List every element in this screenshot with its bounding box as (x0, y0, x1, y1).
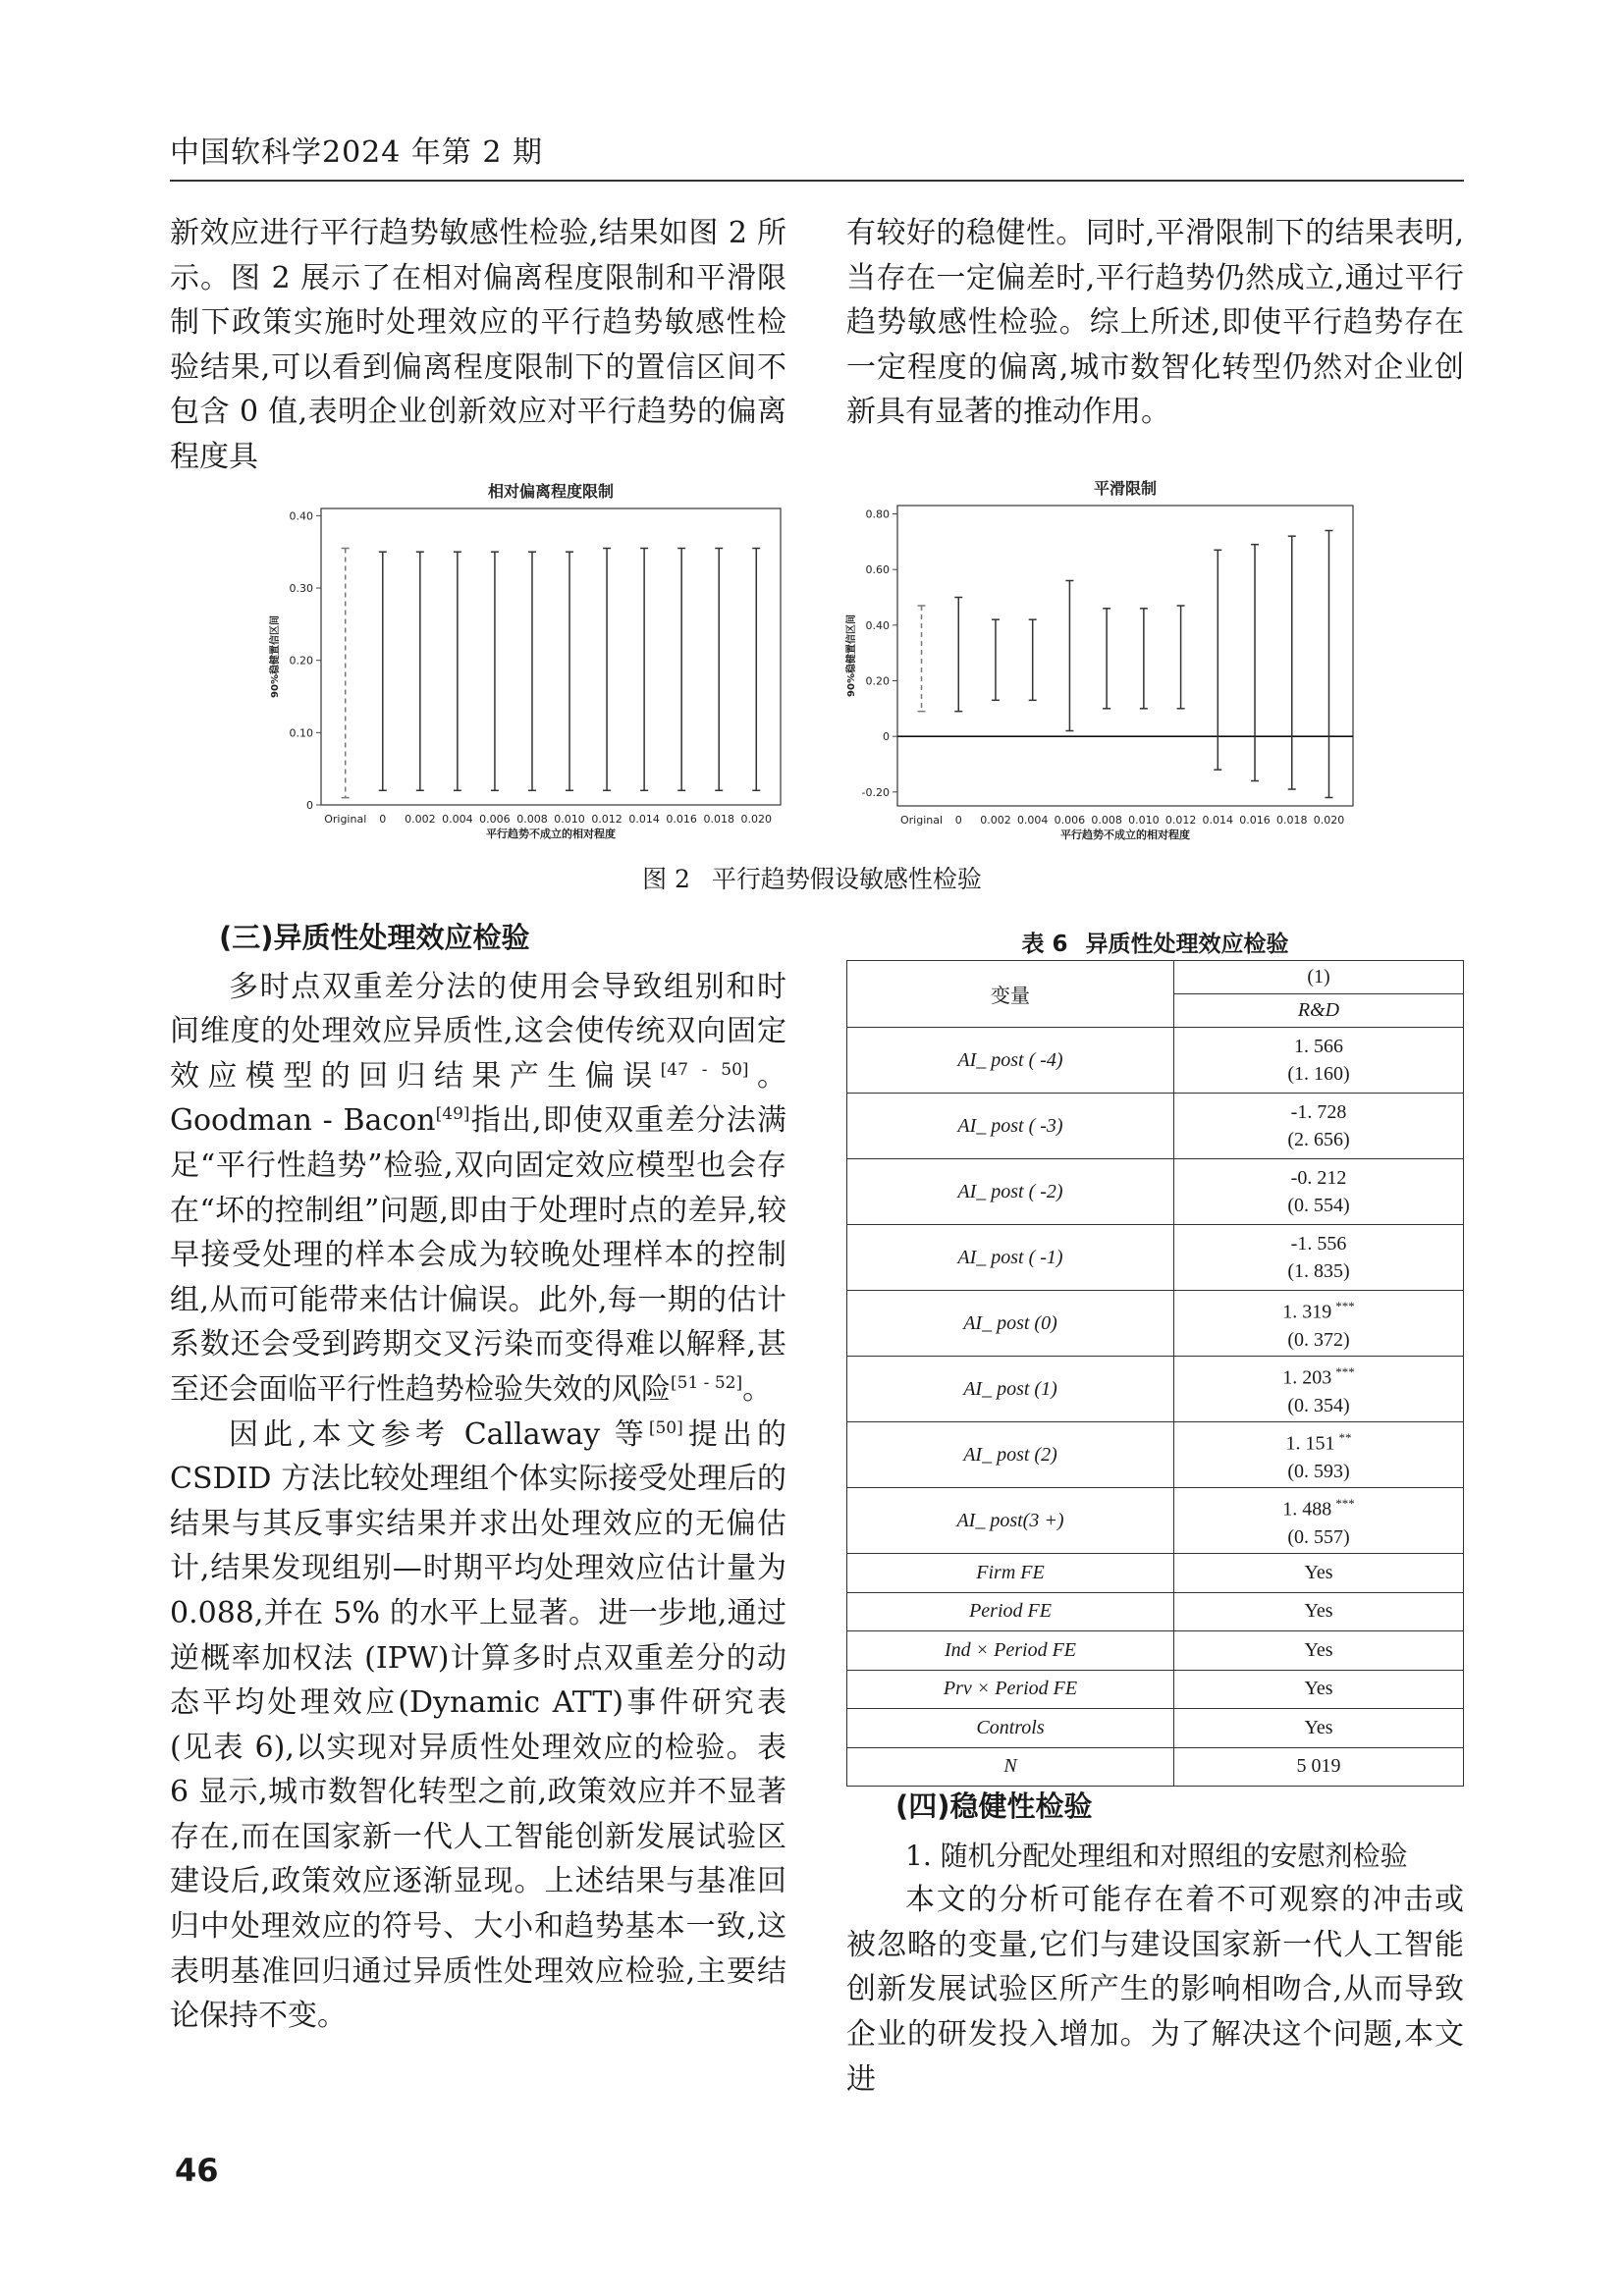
coefficient: 1. 319 *** (1282, 1299, 1355, 1323)
chart-title: 平滑限制 (1093, 479, 1158, 498)
table-row (847, 1225, 1464, 1291)
estimate-cell (1174, 1159, 1464, 1225)
y-tick-label: 0 (306, 799, 313, 812)
value-cell: Yes (1174, 1709, 1464, 1748)
table-row (847, 1488, 1464, 1554)
variable-label: Period FE (847, 1592, 1174, 1631)
table-row (847, 1592, 1464, 1631)
table-row (847, 1094, 1464, 1159)
estimate-cell (1174, 1094, 1464, 1159)
paragraph (170, 965, 786, 1413)
running-header: 中国软科学2024 年第 2 期 (170, 135, 544, 170)
significance-stars: *** (1335, 1496, 1355, 1512)
coefficient: -1. 728 (1290, 1101, 1347, 1123)
x-tick-label: 0.014 (1202, 814, 1234, 827)
estimate-cell (1174, 1422, 1464, 1488)
chart-svg-smoothness (837, 468, 1386, 866)
right-column-lower (846, 1785, 1464, 2102)
standard-error: (0. 557) (1287, 1525, 1350, 1548)
significance-stars: ** (1338, 1430, 1352, 1446)
x-tick-label: 0.004 (1016, 814, 1049, 827)
text: 因此,本文参考 Callaway 等 (229, 1416, 649, 1452)
table-header-row (847, 961, 1464, 994)
table-row (847, 1422, 1464, 1488)
significance-stars: *** (1335, 1364, 1355, 1380)
x-tick-label: 0 (379, 813, 387, 826)
x-tick-label: Original (899, 814, 944, 827)
page-number: 46 (175, 2152, 219, 2189)
variable-label: AI_ post ( -4) (847, 1028, 1174, 1094)
value-cell: Yes (1174, 1592, 1464, 1631)
coefficient: 1. 566 (1294, 1036, 1343, 1057)
chart-svg-relative-deviation (260, 471, 810, 864)
variable-label: AI_ post ( -1) (847, 1225, 1174, 1291)
variable-label: Controls (847, 1709, 1174, 1748)
text: 提出的 CSDID 方法比较处理组个体实际接受处理后的结果与其反事实结果并求出处理效应的无偏估计,结果发现组别—时期平均处理效应估计量为 0.088,并在 5% 的水平上显著。进一步地,通过逆概率加权法 (IPW)计算多时点双重差分的动态平均处理效应(Dynamic ATT)事件研究表(见表 6),以实现对异质性处理效应的检验。表 6 显示,城市数智化转型之前,政策效应并不显著存在,而在国家新一代人工智能创新发展试验区建设后,政策效应逐渐显现。上述结果与基准回归中处理效应的符号、大小和趋势基本一致,这表明基准回归通过异质性处理效应检验,主要结论保持不变。 (170, 1416, 786, 2034)
column-number: (1) (1174, 961, 1464, 994)
x-tick-label: 0.006 (479, 813, 511, 826)
text: 。Goodman - Bacon (170, 1058, 787, 1139)
coefficient: 1. 488 *** (1282, 1496, 1355, 1521)
y-tick-label: 0.20 (865, 674, 890, 688)
coefficient: -1. 556 (1290, 1233, 1347, 1255)
figure-caption-text: 平行趋势假设敏感性检验 (711, 865, 982, 893)
x-tick-label: 0.018 (1276, 814, 1308, 827)
table-row (847, 1357, 1464, 1422)
table-row (847, 1291, 1464, 1357)
variable-label: N (847, 1747, 1174, 1787)
var-header: 变量 (847, 961, 1174, 1028)
x-tick-label: 0.008 (516, 813, 548, 826)
coefficient: 1. 203 *** (1282, 1364, 1355, 1389)
y-tick-label: -0.20 (861, 785, 890, 799)
standard-error: (1. 160) (1287, 1063, 1350, 1085)
x-tick-label: 0.002 (980, 814, 1011, 827)
variable-label: Ind × Period FE (847, 1631, 1174, 1671)
paragraph: 本文的分析可能存在着不可观察的冲击或被忽略的变量,它们与建设国家新一代人工智能创新发展试验区所产生的影响相吻合,从而导致企业的研发投入增加。为了解决这个问题,本文进 (846, 1883, 1464, 2097)
coefficient: 1. 151 ** (1285, 1430, 1352, 1455)
value-cell: Yes (1174, 1670, 1464, 1709)
citation: [49] (435, 1104, 470, 1125)
x-tick-label: 0.018 (703, 813, 734, 826)
significance-stars: *** (1335, 1299, 1355, 1314)
y-tick-label: 0.40 (289, 509, 313, 523)
table-caption (846, 926, 1464, 958)
variable-label: AI_ post ( -3) (847, 1094, 1174, 1159)
plot-frame (897, 506, 1353, 806)
paragraph (170, 1413, 786, 2039)
standard-error: (0. 593) (1287, 1460, 1350, 1482)
right-column-top (846, 211, 1464, 435)
value-cell: Yes (1174, 1631, 1464, 1671)
section-title: (三)异质性处理效应检验 (219, 921, 530, 954)
x-axis-label: 平行趋势不成立的相对程度 (1060, 828, 1190, 841)
left-column-top (170, 211, 786, 480)
citation: [50] (648, 1417, 683, 1438)
text: 。 (742, 1371, 773, 1407)
table-row (847, 1631, 1464, 1671)
y-axis-label: 90%稳健置信区间 (846, 614, 857, 697)
variable-label: AI_ post(3 +) (847, 1488, 1174, 1554)
estimate-cell (1174, 1488, 1464, 1554)
text: 指出,即使双重差分法满足“平行性趋势”检验,双向固定效应模型也会存在“坏的控制组”问题,即由于处理时点的差异,较早接受处理的样本会成为较晚处理样本的控制组,从而可能带来估计偏误。此外,每一期的估计系数还会受到跨期交叉污染而变得难以解释,甚至还会面临平行性趋势检验失效的风险 (170, 1103, 786, 1407)
x-tick-label: 0.014 (628, 813, 660, 826)
y-tick-label: 0.30 (289, 582, 313, 596)
x-tick-label: 0.016 (666, 813, 697, 826)
x-tick-label: 0.012 (1164, 814, 1197, 827)
standard-error: (0. 354) (1287, 1394, 1350, 1416)
figure-number: 图 2 (642, 865, 690, 893)
dependent-variable: R&D (1174, 994, 1464, 1028)
x-tick-label: 0.010 (554, 813, 585, 826)
chart-smoothness (837, 468, 1386, 870)
value-cell: 5 019 (1174, 1747, 1464, 1787)
variable-label: AI_ post (0) (847, 1291, 1174, 1357)
estimate-cell (1174, 1357, 1464, 1422)
table-row (847, 1747, 1464, 1787)
citation: [51 - 52] (671, 1372, 743, 1393)
x-tick-label: 0.016 (1239, 814, 1271, 827)
subsection-title: 1. 随机分配处理组和对照组的安慰剂检验 (905, 1839, 1408, 1872)
header-rule (170, 180, 1464, 182)
standard-error: (2. 656) (1287, 1129, 1350, 1150)
chart-title: 相对偏离程度限制 (487, 482, 615, 501)
section-title: (四)稳健性检验 (895, 1789, 1093, 1823)
estimate-cell (1174, 1225, 1464, 1291)
y-tick-label: 0 (883, 730, 890, 744)
table-row (847, 1159, 1464, 1225)
value-cell: Yes (1174, 1554, 1464, 1593)
paragraph: 新效应进行平行趋势敏感性检验,结果如图 2 所示。图 2 展示了在相对偏离程度限制和平滑限制下政策实施时处理效应的平行趋势敏感性检验结果,可以看到偏离程度限制下的置信区间不包含 0 值,表明企业创新效应对平行趋势的偏离程度具 (170, 216, 786, 474)
y-tick-label: 0.10 (289, 726, 313, 740)
results-table (846, 960, 1464, 1787)
standard-error: (0. 372) (1287, 1328, 1350, 1351)
y-tick-label: 0.40 (865, 618, 890, 632)
variable-label: Prv × Period FE (847, 1670, 1174, 1709)
coefficient: -0. 212 (1290, 1167, 1347, 1189)
standard-error: (0. 554) (1287, 1195, 1350, 1216)
citation: [47 - 50] (660, 1059, 749, 1080)
x-tick-label: 0.008 (1091, 814, 1122, 827)
variable-label: Firm FE (847, 1554, 1174, 1593)
x-tick-label: Original (324, 813, 367, 826)
x-tick-label: 0.004 (442, 813, 473, 826)
variable-label: AI_ post (2) (847, 1422, 1174, 1488)
standard-error: (1. 835) (1287, 1260, 1350, 1282)
x-tick-label: 0.002 (405, 813, 436, 826)
x-tick-label: 0.006 (1054, 814, 1086, 827)
table-row (847, 1670, 1464, 1709)
y-tick-label: 0.80 (865, 507, 890, 521)
x-tick-label: 0.020 (1313, 814, 1345, 827)
x-tick-label: 0 (954, 814, 962, 827)
table-number: 表 6 (1021, 932, 1068, 957)
table-row (847, 1028, 1464, 1094)
table-row (847, 1709, 1464, 1748)
y-axis-label: 90%稳健置信区间 (270, 615, 281, 698)
chart-relative-deviation (260, 471, 810, 868)
estimate-cell (1174, 1291, 1464, 1357)
x-tick-label: 0.010 (1128, 814, 1160, 827)
y-tick-label: 0.20 (289, 654, 313, 667)
variable-label: AI_ post (1) (847, 1357, 1174, 1422)
x-axis-label: 平行趋势不成立的相对程度 (486, 828, 616, 840)
estimate-cell (1174, 1028, 1464, 1094)
x-tick-label: 0.020 (740, 813, 773, 826)
left-column-lower (170, 916, 786, 2039)
table-row (847, 1554, 1464, 1593)
plot-frame (321, 508, 781, 805)
table-caption-text: 异质性处理效应检验 (1085, 932, 1289, 957)
text: 多时点双重差分法的使用会导致组别和时间维度的处理效应异质性,这会使传统双向固定效应模型的回归结果产生偏误 (170, 969, 786, 1094)
figure-caption (0, 860, 1624, 895)
paragraph: 有较好的稳健性。同时,平滑限制下的结果表明,当存在一定偏差时,平行趋势仍然成立,通过平行趋势敏感性检验。综上所述,即使平行趋势存在一定程度的偏离,城市数智化转型仍然对企业创新具有显著的推动作用。 (846, 216, 1464, 430)
x-tick-label: 0.012 (591, 813, 623, 826)
variable-label: AI_ post ( -2) (847, 1159, 1174, 1225)
y-tick-label: 0.60 (865, 563, 890, 577)
